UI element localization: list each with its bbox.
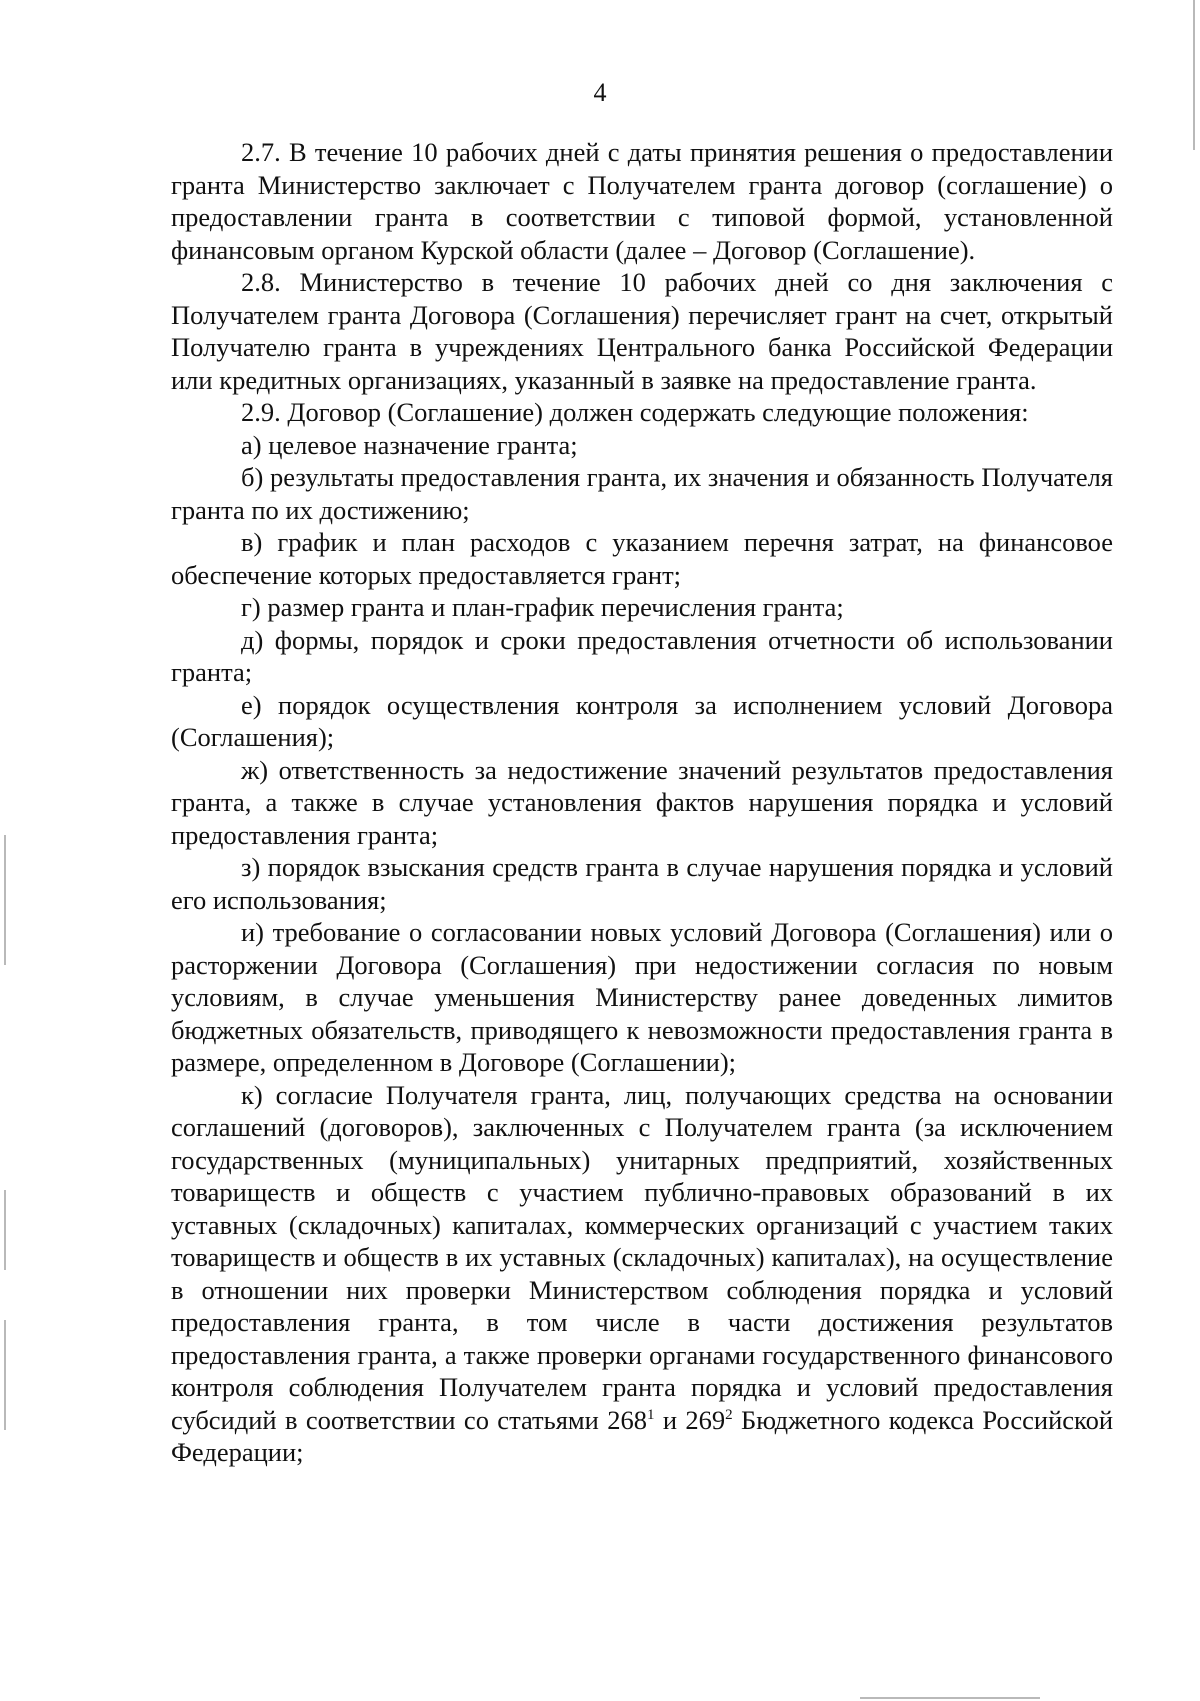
- scan-artifact-bottom: [860, 1697, 1040, 1699]
- scan-artifact-right: [1193, 0, 1195, 150]
- scan-artifact-left-3: [4, 1320, 6, 1430]
- list-item-k-text-2: и 269: [654, 1404, 726, 1435]
- superscript-1: 1: [646, 1406, 655, 1423]
- list-item-z: з) порядок взыскания средств гранта в случае нарушения порядка и условий его использования;: [171, 852, 1113, 915]
- list-item-e: е) порядок осуществления контроля за исполнением условий Договора (Соглашения);: [171, 689, 1113, 752]
- list-item-d: д) формы, порядок и сроки предоставления отчетности об использовании гранта;: [171, 624, 1113, 687]
- list-item-zh: ж) ответственность за недостижение значений результатов предоставления гранта, а также в случае установления фактов нарушения порядка и условий предоставления гранта;: [171, 754, 1113, 850]
- paragraph-2-8: 2.8. Министерство в течение 10 рабочих дней со дня заключения с Получателем гранта Договора (Соглашения) перечисляет грант на счет, открытый Получателю гранта в учреждениях Центрального банка Российской Федерации или кредитных организациях, указанный в заявке на предоставление гранта.: [171, 267, 1113, 395]
- list-item-k: [171, 1079, 1113, 1469]
- scan-artifact-left-2: [4, 1190, 6, 1270]
- list-item-b: б) результаты предоставления гранта, их значения и обязанность Получателя гранта по их достижению;: [171, 462, 1113, 525]
- paragraph-2-9: 2.9. Договор (Соглашение) должен содержать следующие положения:: [241, 397, 1029, 427]
- document-body: [171, 136, 1113, 1469]
- paragraph-2-7: 2.7. В течение 10 рабочих дней с даты принятия решения о предоставлении гранта Министерство заключает с Получателем гранта договор (соглашение) о предоставлении гранта в соответствии с типовой формой, установленной финансовым органом Курской области (далее – Договор (Соглашение).: [171, 137, 1113, 265]
- list-item-a: а) целевое назначение гранта;: [241, 429, 578, 460]
- superscript-2: 2: [725, 1406, 733, 1423]
- list-item-v: в) график и план расходов с указанием перечня затрат, на финансовое обеспечение которых предоставляется грант;: [171, 527, 1113, 590]
- list-item-i: и) требование о согласовании новых условий Договора (Соглашения) или о расторжении Договора (Соглашения) при недостижении согласия по новым условиям, в случае уменьшения Министерству ранее доведенных лимитов бюджетных обязательств, приводящего к невозможности предоставления гранта в размере, определенном в Договоре (Соглашении);: [171, 917, 1113, 1077]
- list-item-k-text-3: Бюджетного кодекса Российской Федерации;: [171, 1404, 1113, 1467]
- scan-artifact-left-1: [4, 835, 6, 965]
- page-number: 4: [593, 78, 607, 107]
- list-item-g: г) размер гранта и план-график перечисления гранта;: [241, 592, 844, 622]
- list-item-k-text-1: к) согласие Получателя гранта, лиц, получающих средства на основании соглашений (договоров), заключенных с Получателем гранта (за исключением государственных (муниципальных) унитарных предприятий, хозяйственных товариществ и обществ с участием публично-правовых образований в их уставных (складочных) капиталах, коммерческих организаций с участием таких товариществ и обществ в их уставных (складочных) капиталах), на осуществление в отношении них проверки Министерством соблюдения порядка и условий предоставления гранта, в том числе в части достижения результатов предоставления гранта, а также проверки органами государственного финансового контроля соблюдения Получателем гранта порядка и условий предоставления субсидий в соответствии со статьями 268: [171, 1079, 1113, 1435]
